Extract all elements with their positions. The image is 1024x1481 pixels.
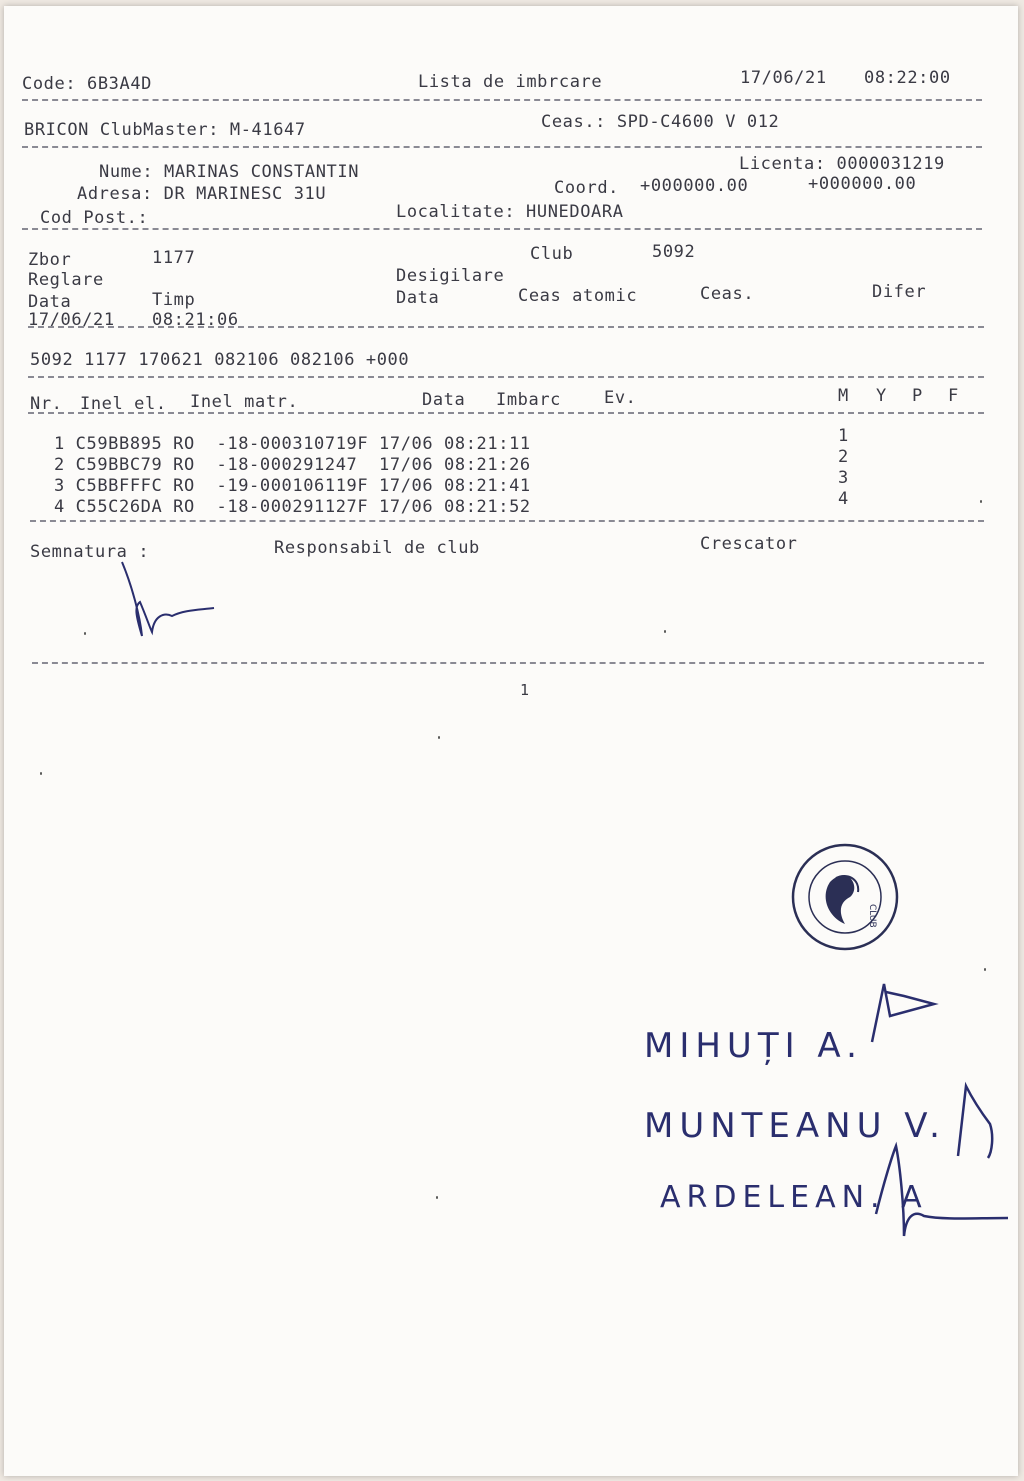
paper-speck	[664, 630, 666, 633]
col-m: M	[838, 386, 849, 406]
license-number: Licenta: 0000031219	[739, 154, 945, 174]
difer-label: Difer	[872, 282, 927, 302]
page-number: 1	[520, 681, 530, 699]
device-label: BRICON ClubMaster: M-41647	[24, 120, 306, 140]
data-label: Data	[28, 292, 72, 312]
breeder-label: Crescator	[700, 534, 798, 554]
zbor-value: 1177	[152, 248, 196, 268]
atomic-clock-label: Ceas atomic	[518, 286, 638, 306]
col-y: Y	[876, 386, 887, 406]
paper-speck	[84, 632, 86, 635]
paper-speck	[984, 968, 986, 971]
row-m-value: 1	[838, 426, 849, 446]
club-label: Club	[530, 244, 574, 264]
table-row: 3 C5BBFFFC RO -19-000106119F 17/06 08:21:41	[54, 476, 531, 496]
clock-col-label: Ceas.	[700, 284, 755, 304]
table-row: 4 C55C26DA RO -18-000291127F 17/06 08:21:52	[54, 497, 531, 517]
row-m-value: 2	[838, 447, 849, 467]
header-time: 08:22:00	[864, 68, 951, 88]
coord-lat: +000000.00	[640, 176, 749, 196]
handwritten-signatures	[4, 6, 1018, 1476]
reglare-date: 17/06/21	[28, 310, 115, 330]
code-label: Code: 6B3A4D	[22, 74, 153, 94]
table-row: 2 C59BBC79 RO -18-000291247 17/06 08:21:26	[54, 455, 531, 475]
locality: Localitate: HUNEDOARA	[396, 202, 624, 222]
handwritten-name-3: ARDELEAN. A	[660, 1180, 928, 1215]
flight-code-line: 5092 1177 170621 082106 082106 +000	[30, 350, 410, 370]
handwritten-name-1: MIHUȚI A.	[644, 1026, 863, 1066]
paper-speck	[438, 736, 440, 739]
col-f: F	[948, 386, 959, 406]
paper-speck	[436, 1196, 438, 1199]
header-date: 17/06/21	[740, 68, 827, 88]
col-inel-matr: Inel matr.	[190, 392, 299, 412]
clock-label: Ceas.: SPD-C4600 V 012	[541, 112, 780, 132]
postal-code-label: Cod Post.:	[40, 208, 149, 228]
coord-label: Coord.	[554, 178, 620, 198]
signature-label: Semnatura :	[30, 542, 150, 562]
row-m-value: 4	[838, 489, 849, 509]
col-data: Data	[422, 390, 466, 410]
stamp-center-text: CLUB	[867, 904, 877, 928]
document-title: Lista de imbrcare	[418, 72, 603, 92]
col-ev: Ev.	[604, 388, 637, 408]
row-m-value: 3	[838, 468, 849, 488]
handwritten-name-2: MUNTEANU V.	[644, 1106, 946, 1146]
col-p: P	[912, 386, 923, 406]
paper-speck	[40, 772, 42, 775]
table-row: 1 C59BB895 RO -18-000310719F 17/06 08:21:11	[54, 434, 531, 454]
coord-lon: +000000.00	[808, 174, 917, 194]
club-value: 5092	[652, 242, 696, 262]
owner-name: Nume: MARINAS CONSTANTIN	[99, 162, 360, 182]
data2-label: Data	[396, 288, 440, 308]
timp-label: Timp	[152, 290, 196, 310]
zbor-label: Zbor	[28, 250, 72, 270]
owner-address: Adresa: DR MARINESC 31U	[77, 184, 327, 204]
document-page	[4, 6, 1018, 1476]
desigilare-label: Desigilare	[396, 266, 505, 286]
col-inel-el: Inel el.	[80, 394, 167, 414]
col-imbarc: Imbarc	[496, 390, 562, 410]
club-responsible-label: Responsabil de club	[274, 538, 480, 558]
col-nr: Nr.	[30, 394, 63, 414]
paper-speck	[980, 500, 982, 503]
reglare-label: Reglare	[28, 270, 104, 290]
reglare-time: 08:21:06	[152, 310, 239, 330]
